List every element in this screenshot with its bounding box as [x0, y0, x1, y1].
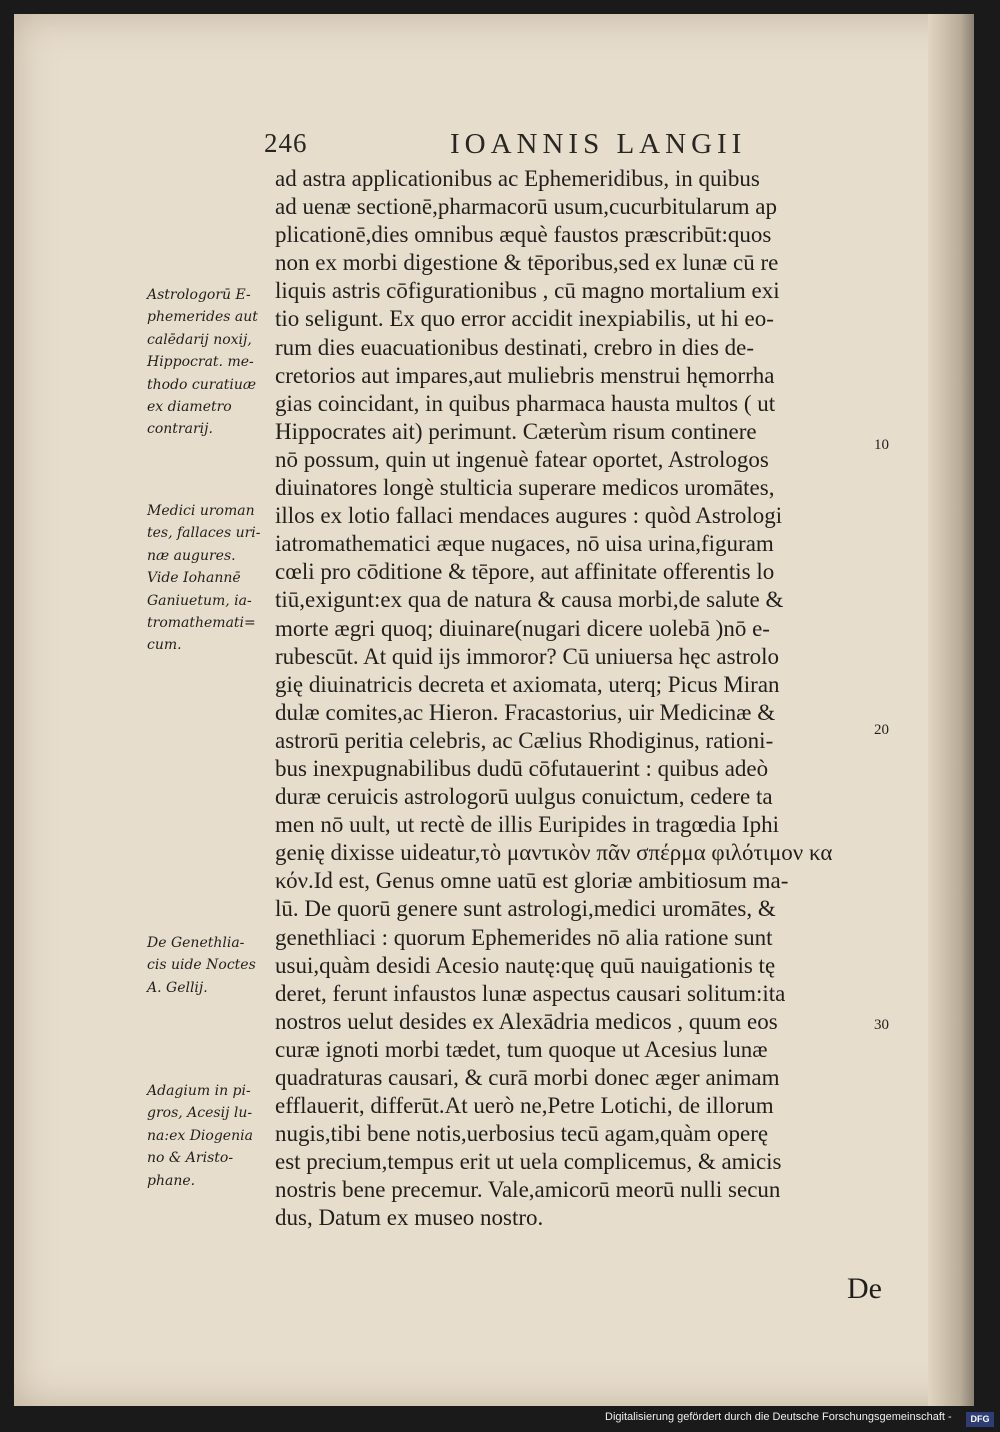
- line-number-20: 20: [874, 722, 889, 738]
- text-line: duræ ceruicis astrologorū uulgus conuictum, cedere ta: [275, 784, 773, 810]
- text-line: astrorū peritia celebris, ac Cælius Rhodiginus, rationi-: [275, 727, 774, 753]
- text-line: cretorios aut impares,aut muliebris menstrui hęmorrha: [275, 362, 775, 388]
- marginal-note-genethliaci: [147, 932, 277, 999]
- text-line: bus inexpugnabilibus dudū cōfutauerint : quibus adeò: [275, 755, 769, 781]
- catchword: De: [847, 1272, 882, 1305]
- text-line: cœli pro cōditione & tēpore, aut affinitate offerentis lo: [275, 559, 775, 585]
- text-line: tio seligunt. Ex quo error accidit inexpiabilis, ut hi eo-: [275, 306, 774, 332]
- marginal-note-adage: [147, 1080, 277, 1192]
- text-line: dulæ comites,ac Hieron. Fracastorius, uir Medicinæ &: [275, 699, 776, 725]
- text-line: rum dies euacuationibus destinati, crebro in dies de-: [275, 334, 755, 360]
- main-text-block: [275, 165, 900, 1233]
- marginal-note-line: na:ex Diogenia: [147, 1127, 253, 1144]
- line-number-10: 10: [874, 437, 889, 453]
- text-line: est precium,tempus erit ut uela complicemus, & amicis: [275, 1149, 782, 1175]
- text-line: men nō uult, ut rectè de illis Euripides in tragœdia Iphi: [275, 812, 779, 838]
- marginal-note-line: ex diametro: [147, 399, 232, 416]
- text-line: ad astra applicationibus ac Ephemeridibus, in quibus: [275, 166, 760, 191]
- text-line: genię dixisse uideatur,τὸ μαντικὸν πᾶν σπέρμα φιλότιμον κα: [275, 840, 833, 866]
- text-line: nostris bene precemur. Vale,amicorū meorū nulli secun: [275, 1177, 781, 1203]
- running-head: IOANNIS LANGII: [450, 128, 747, 160]
- marginal-note-line: næ augures.: [147, 547, 236, 564]
- footer-credit: Digitalisierung gefördert durch die Deutsche Forschungsgemeinschaft -: [605, 1411, 952, 1423]
- text-line: lū. De quorū genere sunt astrologi,medici uromātes, &: [275, 896, 776, 922]
- text-line: nugis,tibi bene notis,uerbosius tecū agam,quàm operę: [275, 1121, 769, 1147]
- page-number: 246: [264, 128, 308, 158]
- marginal-note-line: Medici uroman: [147, 503, 255, 519]
- text-line: gię diuinatricis decreta et axiomata, uterq; Picus Miran: [275, 671, 780, 697]
- page-header: [264, 128, 784, 168]
- marginal-note-line: no & Aristo-: [147, 1150, 234, 1167]
- text-line: efflauerit, differūt.At uerò ne,Petre Lotichi, de illorum: [275, 1093, 774, 1119]
- text-line: genethliaci : quorum Ephemerides nō alia ratione sunt: [275, 924, 773, 950]
- dfg-logo: DFG: [966, 1412, 994, 1427]
- text-line: ad uenæ sectionē,pharmacorū usum,cucurbitularum ap: [275, 194, 778, 220]
- marginal-note-line: Ganiuetum, ia-: [147, 592, 252, 609]
- text-line: usui,quàm desidi Acesio nautę:quę quū nauigationis tę: [275, 952, 776, 978]
- text-line: quadraturas causari, & curā morbi donec æger animam: [275, 1065, 780, 1090]
- text-line: iatromathematici æque nugaces, nō uisa urina,figuram: [275, 531, 774, 557]
- line-number-30: 30: [874, 1017, 889, 1033]
- text-line: deret, ferunt infaustos lunæ aspectus causari solitum:ita: [275, 980, 786, 1006]
- text-line: nostros uelut desides ex Alexādria medicos , quum eos: [275, 1008, 778, 1034]
- marginal-note-line: tromathemati=: [147, 615, 256, 632]
- marginal-note-line: phane.: [147, 1172, 196, 1189]
- marginal-note-line: gros, Acesij lu-: [147, 1105, 253, 1122]
- marginal-note-line: Hippocrat. me-: [147, 354, 254, 371]
- text-line: rubescūt. At quid ijs immoror? Cū uniuersa hęc astrolo: [275, 643, 779, 669]
- text-line: dus, Datum ex museo nostro.: [275, 1205, 544, 1231]
- marginal-note-line: Astrologorū E-: [147, 287, 251, 303]
- marginal-note-line: cum.: [147, 637, 182, 654]
- text-line: curæ ignoti morbi tædet, tum quoque ut Acesius lunæ: [275, 1036, 768, 1062]
- text-line: Hippocrates ait) perimunt. Cæterùm risum continere: [275, 418, 757, 444]
- page-gutter-shadow: [928, 14, 974, 1406]
- text-line: liquis astris cōfigurationibus , cū magno mortalium exi: [275, 278, 780, 304]
- text-line: plicationē,dies omnibus æquè faustos præscribūt:quos: [275, 222, 772, 248]
- text-line: illos ex lotio fallaci mendaces augures : quòd Astrologi: [275, 503, 783, 529]
- marginal-note-line: A. Gellij.: [147, 979, 208, 996]
- marginal-note-line: phemerides aut: [147, 309, 258, 326]
- marginal-note-line: tes, fallaces uri-: [147, 525, 261, 542]
- marginal-note-line: contrarij.: [147, 421, 213, 438]
- text-line: non ex morbi digestione & tēporibus,sed ex lunæ cū re: [275, 250, 779, 276]
- marginal-note-line: cis uide Noctes: [147, 957, 256, 974]
- marginal-note-astrologers: [147, 284, 277, 441]
- marginal-note-line: Vide Iohannē: [147, 570, 241, 587]
- marginal-note-line: De Genethlia-: [147, 935, 245, 951]
- marginal-note-line: thodo curatiuæ: [147, 376, 257, 393]
- marginal-note-line: Adagium in pi-: [147, 1083, 251, 1099]
- text-line: κόν.Id est, Genus omne uatū est gloriæ ambitiosum ma-: [275, 868, 789, 894]
- marginal-note-uromantes: [147, 500, 277, 657]
- text-line: nō possum, quin ut ingenuè fatear oportet, Astrologos: [275, 446, 769, 472]
- marginal-note-line: calēdarij noxij,: [147, 331, 252, 348]
- text-line: tiū,exigunt:ex qua de natura & causa morbi,de salute &: [275, 587, 784, 613]
- text-line: morte ægri quoq; diuinare(nugari dicere uolebā )nō e-: [275, 615, 770, 641]
- text-line: gias coincidant, in quibus pharmaca hausta multos ( ut: [275, 390, 776, 416]
- text-line: diuinatores longè stulticia superare medicos uromātes,: [275, 475, 775, 501]
